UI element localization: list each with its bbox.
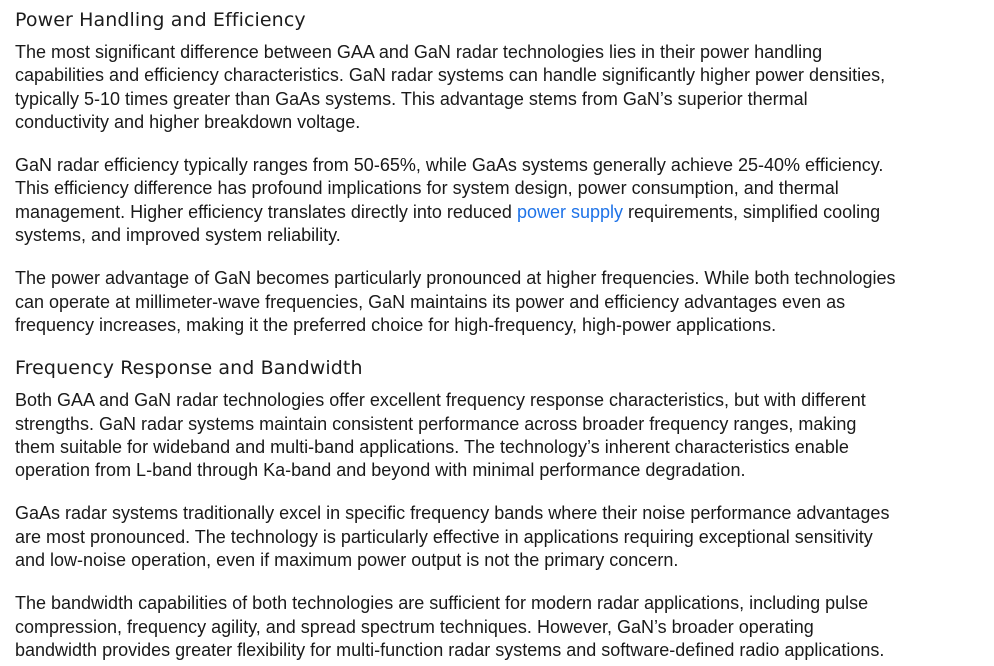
text-line: frequency increases, making it the preferred choice for high-frequency, high-power applications. — [15, 314, 777, 335]
text-line: compression, frequency agility, and spread spectrum techniques. However, GaN’s broader operating — [15, 616, 814, 637]
paragraph-efficiency — [15, 154, 984, 247]
paragraph-power-advantage — [15, 267, 984, 337]
paragraph-bandwidth — [15, 592, 984, 662]
text-line: and low-noise operation, even if maximum power output is not the primary concern. — [15, 550, 679, 571]
section-heading-power-handling: Power Handling and Efficiency — [15, 9, 306, 31]
text-segment: management. Higher efficiency translates directly into reduced — [15, 201, 517, 222]
text-line: them suitable for wideband and multi-band applications. The technology’s inherent characteristics enable — [15, 436, 849, 457]
section-heading-frequency-response: Frequency Response and Bandwidth — [15, 357, 363, 380]
text-segment: requirements, simplified cooling — [623, 201, 881, 222]
text-line: This efficiency difference has profound implications for system design, power consumption, and thermal — [15, 178, 839, 199]
text-line: Both GAA and GaN radar technologies offer excellent frequency response characteristics, but with different — [15, 390, 866, 411]
text-line-with-link — [15, 201, 984, 224]
text-line: The power advantage of GaN becomes particularly pronounced at higher frequencies. While both technologies — [15, 268, 896, 289]
text-line: are most pronounced. The technology is particularly effective in applications requiring exceptional sensitivity — [15, 526, 873, 547]
text-line: GaAs radar systems traditionally excel in specific frequency bands where their noise performance advantages — [15, 503, 890, 524]
paragraph-power-differences — [15, 41, 984, 134]
text-line: The most significant difference between GAA and GaN radar technologies lies in their power handling — [15, 42, 823, 62]
text-line: operation from L-band through Ka-band and beyond with minimal performance degradation. — [15, 460, 746, 481]
paragraph-frequency-response — [15, 389, 984, 482]
text-line: typically 5-10 times greater than GaAs systems. This advantage stems from GaN’s superior thermal — [15, 88, 808, 109]
paragraph-gaas-bands — [15, 502, 984, 572]
text-line: strengths. GaN radar systems maintain consistent performance across broader frequency ranges, making — [15, 413, 857, 434]
text-line: The bandwidth capabilities of both technologies are sufficient for modern radar applications, including pulse — [15, 593, 869, 614]
text-line: systems, and improved system reliability. — [15, 225, 341, 246]
text-line: GaN radar efficiency typically ranges from 50-65%, while GaAs systems generally achieve 25-40% efficiency. — [15, 155, 884, 176]
power-supply-link[interactable]: power supply — [516, 201, 623, 222]
text-line: conductivity and higher breakdown voltage. — [15, 111, 361, 132]
text-line: bandwidth provides greater flexibility for multi-function radar systems and software-defined radio applications. — [15, 639, 885, 660]
text-line: capabilities and efficiency characteristics. GaN radar systems can handle significantly higher power densities, — [15, 65, 886, 86]
text-line: can operate at millimeter-wave frequencies, GaN maintains its power and efficiency advantages even as — [15, 291, 846, 312]
